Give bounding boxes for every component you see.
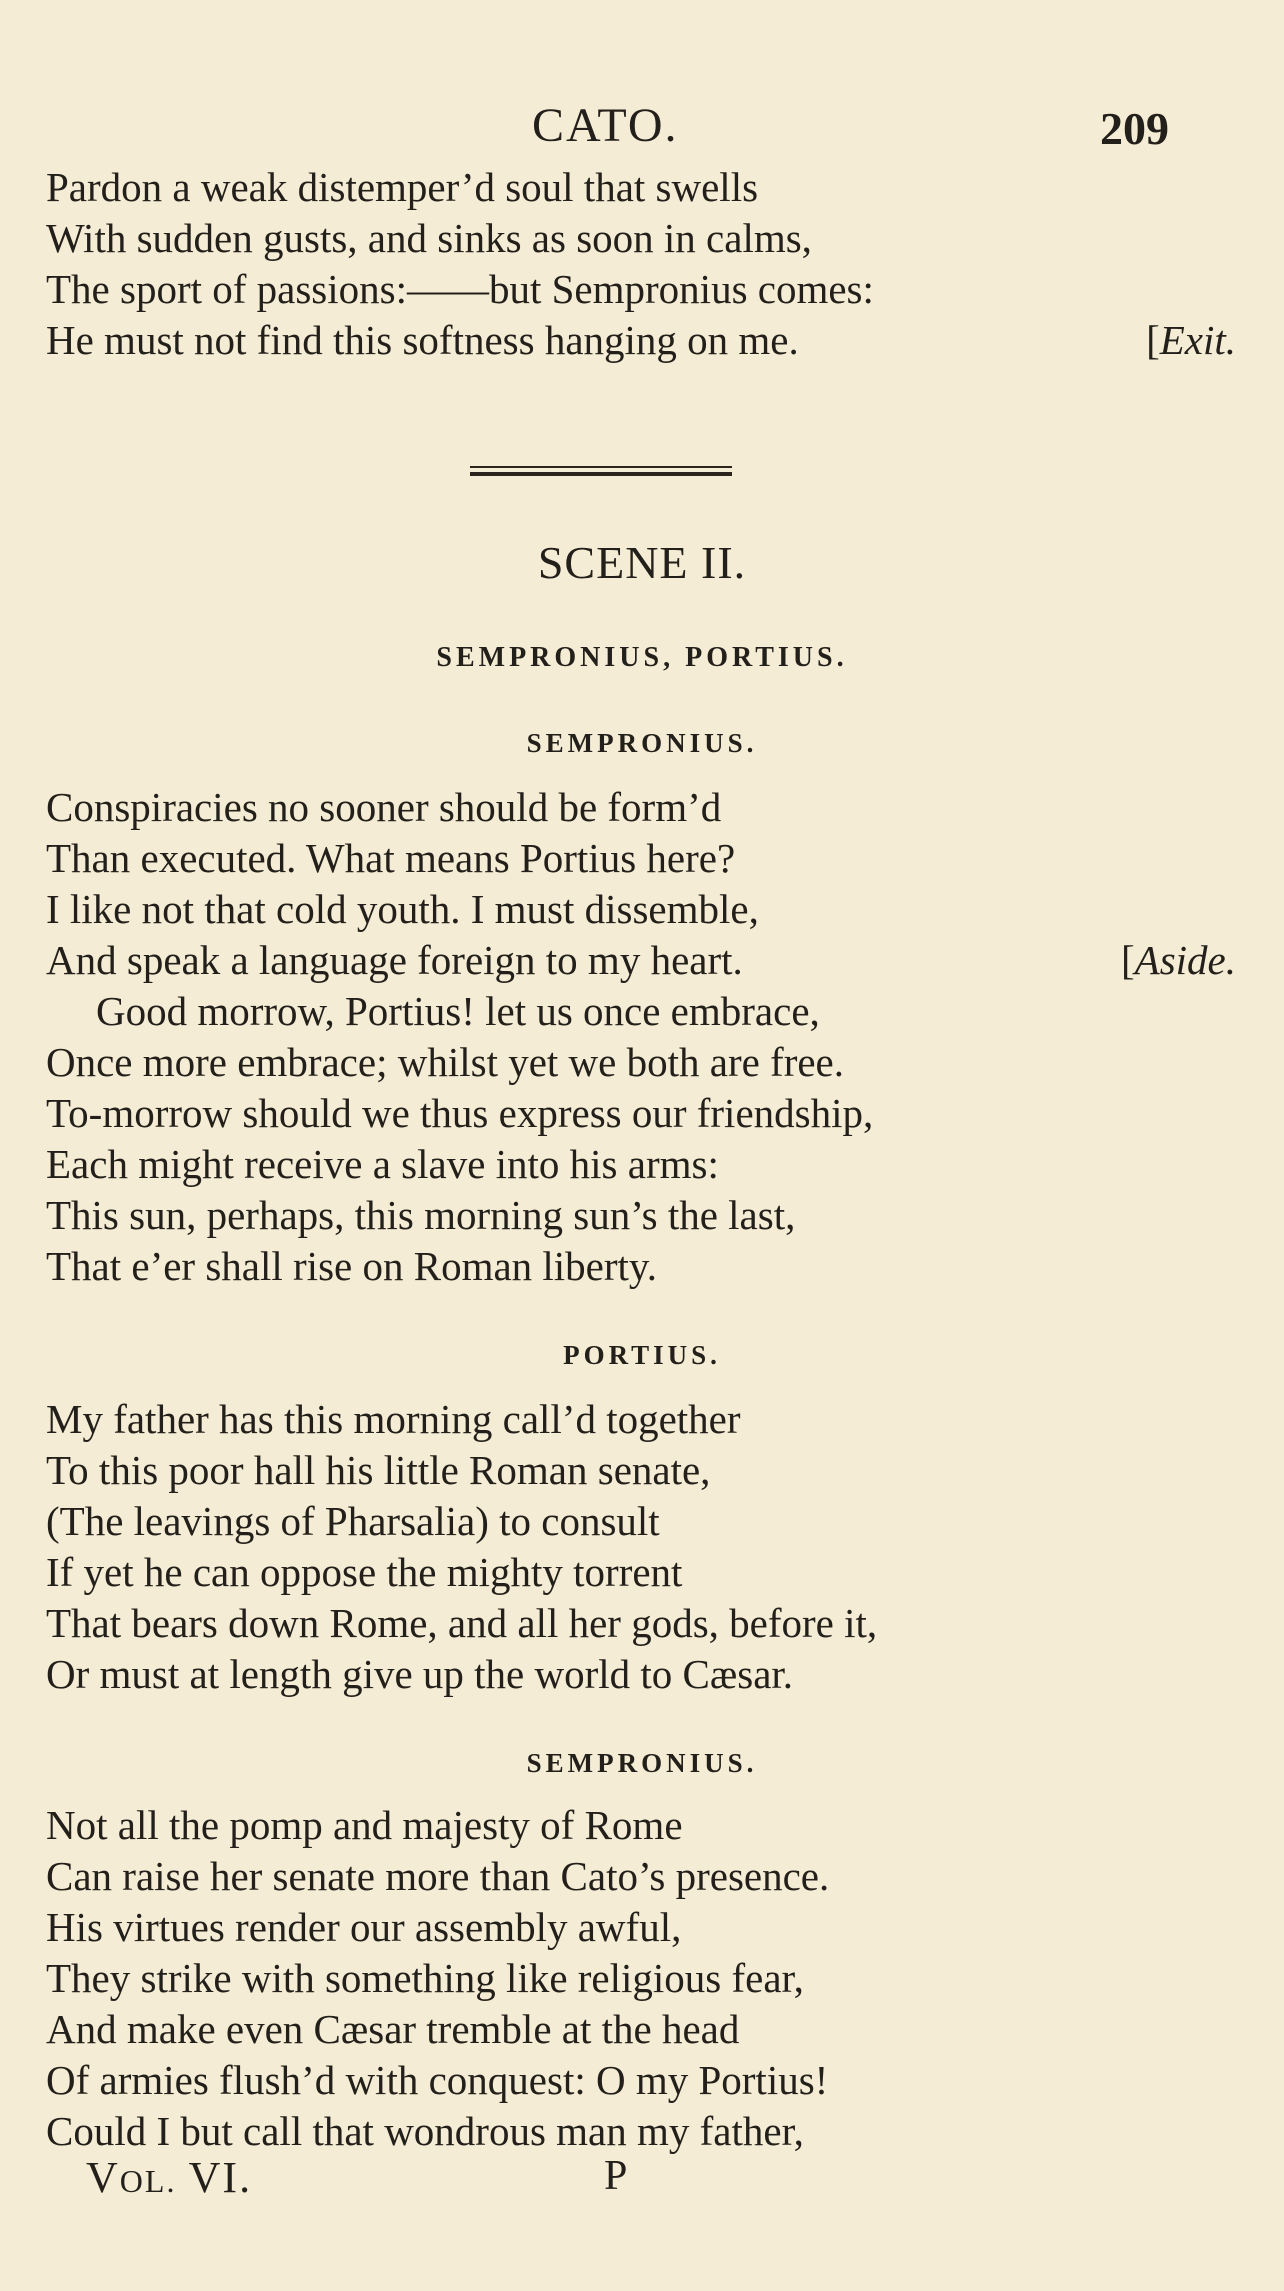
verse-line: Conspiracies no sooner should be form’d bbox=[46, 784, 722, 830]
verse-line: Than executed. What means Portius here? bbox=[46, 835, 736, 881]
verse-line-text: He must not find this softness hanging on me. bbox=[46, 317, 799, 363]
divider-thick-line bbox=[470, 472, 732, 476]
page-footer bbox=[0, 2152, 1284, 2212]
verse-line: Could I but call that wondrous man my father, bbox=[46, 2108, 804, 2154]
divider-thin-line bbox=[470, 466, 732, 468]
volume-initial: V bbox=[86, 2153, 120, 2202]
verse-line: That bears down Rome, and all her gods, before it, bbox=[46, 1600, 878, 1646]
page-header bbox=[0, 98, 1284, 158]
verse-line: His virtues render our assembly awful, bbox=[46, 1904, 682, 1950]
aside-text: Aside. bbox=[1134, 937, 1236, 983]
printer-signature-mark: P bbox=[604, 2153, 628, 2199]
verse-line: Pardon a weak distemper’d soul that swells bbox=[46, 164, 759, 210]
verse-line: Each might receive a slave into his arms: bbox=[46, 1141, 719, 1187]
speaker-label: PORTIUS. bbox=[563, 1340, 721, 1370]
verse-line: This sun, perhaps, this morning sun’s the last, bbox=[46, 1192, 796, 1238]
verse-line: With sudden gusts, and sinks as soon in calms, bbox=[46, 215, 812, 261]
speech-sempronius-1 bbox=[46, 782, 1236, 1292]
verse-line: To-morrow should we thus express our friendship, bbox=[46, 1090, 874, 1136]
verse-line: Can raise her senate more than Cato’s presence. bbox=[46, 1853, 830, 1899]
verse-line: My father has this morning call’d together bbox=[46, 1396, 741, 1442]
verse-line bbox=[46, 935, 1236, 986]
verse-line: I like not that cold youth. I must dissemble, bbox=[46, 886, 759, 932]
verse-line: Not all the pomp and majesty of Rome bbox=[46, 1802, 683, 1848]
verse-line-text: And speak a language foreign to my heart. bbox=[46, 937, 743, 983]
verse-line: That e’er shall rise on Roman liberty. bbox=[46, 1243, 658, 1289]
verse-line: Of armies flush’d with conquest: O my Portius! bbox=[46, 2057, 829, 2103]
speech-sempronius-2 bbox=[46, 1800, 1236, 2157]
speech-portius bbox=[46, 1394, 1236, 1700]
volume-signature bbox=[86, 2152, 252, 2203]
verse-line: And make even Cæsar tremble at the head bbox=[46, 2006, 740, 2052]
verse-line: If yet he can oppose the mighty torrent bbox=[46, 1549, 683, 1595]
opening-verse bbox=[46, 162, 1236, 366]
verse-line: To this poor hall his little Roman senate, bbox=[46, 1447, 711, 1493]
section-divider bbox=[470, 466, 732, 476]
volume-abbrev: OL. bbox=[119, 2163, 177, 2199]
verse-line: Once more embrace; whilst yet we both are free. bbox=[46, 1039, 844, 1085]
speaker-label: SEMPRONIUS. bbox=[526, 728, 758, 758]
verse-line: The sport of passions:——but Sempronius comes: bbox=[46, 266, 874, 312]
verse-line bbox=[46, 315, 1236, 366]
exit-text: Exit. bbox=[1159, 317, 1236, 363]
scene-characters: SEMPRONIUS, PORTIUS. bbox=[436, 642, 848, 673]
speaker-label: SEMPRONIUS. bbox=[526, 1748, 758, 1778]
page-number: 209 bbox=[1100, 103, 1169, 154]
verse-line: (The leavings of Pharsalia) to consult bbox=[46, 1498, 660, 1544]
volume-number: VI. bbox=[188, 2153, 253, 2202]
scene-heading: SCENE II. bbox=[537, 537, 747, 588]
running-title: CATO. bbox=[532, 99, 679, 152]
stage-direction-aside: [Aside. bbox=[1121, 937, 1236, 983]
stage-direction-exit: [Exit. bbox=[1146, 317, 1236, 363]
verse-line: Or must at length give up the world to Cæsar. bbox=[46, 1651, 794, 1697]
verse-line: Good morrow, Portius! let us once embrace, bbox=[96, 988, 820, 1034]
verse-line: They strike with something like religious fear, bbox=[46, 1955, 804, 2001]
